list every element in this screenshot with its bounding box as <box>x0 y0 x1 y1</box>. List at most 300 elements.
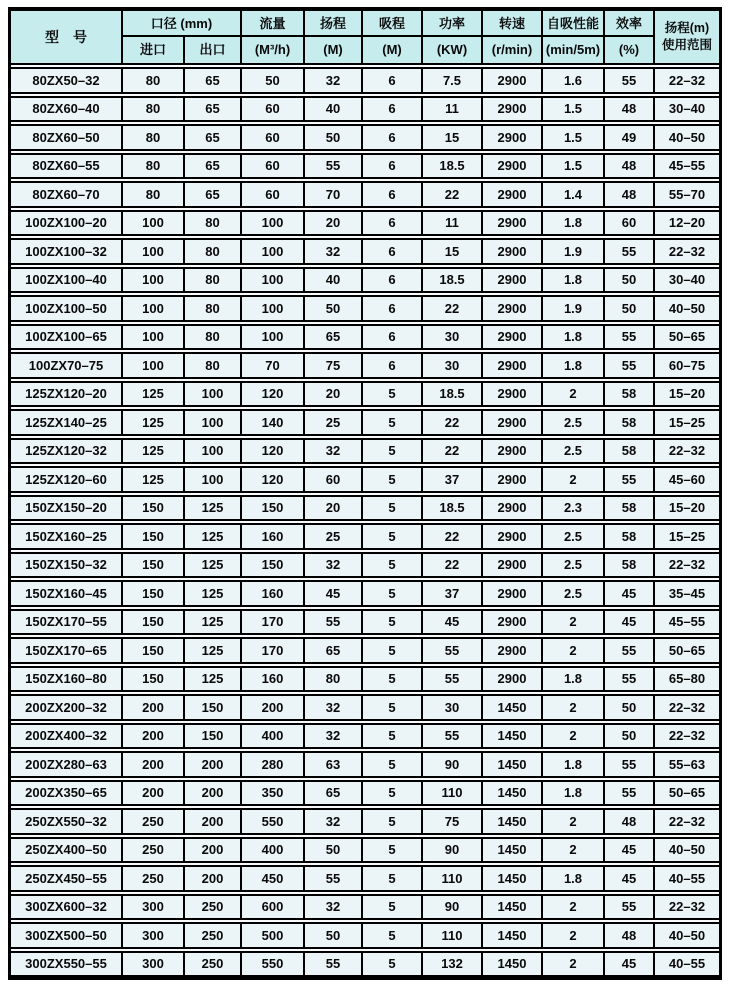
cell-speed: 1450 <box>483 839 543 862</box>
cell-head: 40 <box>305 269 363 292</box>
header-efficiency-label: 效率 <box>605 11 653 37</box>
header-self-priming-unit: (min/5m) <box>545 42 601 57</box>
cell-head: 20 <box>305 383 363 406</box>
cell-self-priming: 1.5 <box>543 126 605 149</box>
table-row <box>11 466 719 493</box>
cell-self-priming: 1.9 <box>543 240 605 263</box>
cell-suction: 5 <box>363 497 423 520</box>
cell-head-range: 40–55 <box>668 870 706 886</box>
cell-speed: 2900 <box>483 554 543 577</box>
cell-power: 37 <box>423 582 483 605</box>
cell-flow: 60 <box>242 155 305 178</box>
cell-head: 32 <box>305 440 363 463</box>
cell-outlet: 250 <box>185 924 242 947</box>
cell-efficiency: 58 <box>605 383 655 406</box>
cell-head: 50 <box>305 924 363 947</box>
cell-head-range: 30–40 <box>668 272 706 288</box>
cell-model: 80ZX60–55 <box>11 155 123 178</box>
cell-flow: 100 <box>242 269 305 292</box>
cell-power: 110 <box>423 782 483 805</box>
cell-suction: 5 <box>363 896 423 919</box>
cell-suction: 5 <box>363 639 423 662</box>
cell-head-range: 40–50 <box>668 927 706 943</box>
table-row <box>11 694 719 721</box>
header-power-label: 功率 <box>423 11 481 37</box>
cell-speed: 1450 <box>483 896 543 919</box>
cell-model: 200ZX400–32 <box>11 725 123 748</box>
cell-suction: 5 <box>363 611 423 634</box>
cell-inlet: 150 <box>123 639 185 662</box>
cell-power: 37 <box>423 468 483 491</box>
cell-head-range: 12–20 <box>668 215 706 231</box>
cell-self-priming: 1.9 <box>543 297 605 320</box>
cell-model: 125ZX140–25 <box>11 411 123 434</box>
cell-head: 50 <box>305 126 363 149</box>
table-row <box>11 352 719 379</box>
cell-head: 65 <box>305 639 363 662</box>
cell-outlet: 80 <box>185 212 242 235</box>
cell-speed: 1450 <box>483 725 543 748</box>
header-model: 型 号 <box>11 11 123 63</box>
cell-power: 22 <box>423 440 483 463</box>
cell-efficiency: 55 <box>605 639 655 662</box>
cell-model: 125ZX120–32 <box>11 440 123 463</box>
cell-outlet: 200 <box>185 867 242 890</box>
cell-head-range: 30–40 <box>668 101 706 117</box>
cell-head-range: 15–20 <box>668 500 706 516</box>
cell-inlet: 125 <box>123 411 185 434</box>
cell-flow: 120 <box>242 383 305 406</box>
cell-model: 150ZX150–32 <box>11 554 123 577</box>
cell-power: 11 <box>423 98 483 121</box>
cell-head: 20 <box>305 212 363 235</box>
cell-power: 22 <box>423 554 483 577</box>
cell-power: 75 <box>423 810 483 833</box>
cell-power: 22 <box>423 525 483 548</box>
cell-efficiency: 58 <box>605 411 655 434</box>
cell-outlet: 200 <box>185 839 242 862</box>
cell-outlet: 100 <box>185 383 242 406</box>
table-row <box>11 552 719 579</box>
cell-head: 65 <box>305 326 363 349</box>
cell-speed: 2900 <box>483 582 543 605</box>
cell-head: 70 <box>305 183 363 206</box>
cell-power: 11 <box>423 212 483 235</box>
cell-power: 55 <box>423 668 483 691</box>
cell-head: 32 <box>305 554 363 577</box>
cell-head-range: 40–50 <box>668 300 706 316</box>
cell-outlet: 65 <box>185 126 242 149</box>
cell-flow: 160 <box>242 582 305 605</box>
cell-model: 125ZX120–20 <box>11 383 123 406</box>
cell-efficiency: 48 <box>605 155 655 178</box>
cell-outlet: 125 <box>185 525 242 548</box>
header-efficiency-unit: (%) <box>618 42 640 57</box>
header-head-range-line2: 使用范围 <box>661 38 712 52</box>
cell-suction: 6 <box>363 98 423 121</box>
cell-inlet: 125 <box>123 440 185 463</box>
table-row <box>11 181 719 208</box>
table-row <box>11 666 719 693</box>
cell-inlet: 150 <box>123 611 185 634</box>
cell-suction: 5 <box>363 782 423 805</box>
cell-inlet: 100 <box>123 240 185 263</box>
cell-efficiency: 55 <box>605 782 655 805</box>
cell-inlet: 150 <box>123 554 185 577</box>
cell-speed: 2900 <box>483 383 543 406</box>
cell-suction: 5 <box>363 839 423 862</box>
cell-outlet: 65 <box>185 183 242 206</box>
cell-inlet: 150 <box>123 525 185 548</box>
cell-inlet: 300 <box>123 896 185 919</box>
cell-outlet: 125 <box>185 639 242 662</box>
cell-suction: 6 <box>363 69 423 92</box>
cell-head: 75 <box>305 354 363 377</box>
cell-outlet: 200 <box>185 753 242 776</box>
cell-outlet: 80 <box>185 240 242 263</box>
cell-self-priming: 2.3 <box>543 497 605 520</box>
cell-power: 30 <box>423 696 483 719</box>
cell-model: 100ZX100–65 <box>11 326 123 349</box>
cell-head-range: 22–32 <box>668 699 706 715</box>
cell-suction: 6 <box>363 183 423 206</box>
cell-self-priming: 2 <box>543 810 605 833</box>
cell-self-priming: 2.5 <box>543 440 605 463</box>
cell-suction: 5 <box>363 810 423 833</box>
cell-self-priming: 1.6 <box>543 69 605 92</box>
cell-head-range: 65–80 <box>668 671 706 687</box>
table-row <box>11 96 719 123</box>
cell-power: 7.5 <box>423 69 483 92</box>
cell-flow: 100 <box>242 297 305 320</box>
cell-self-priming: 1.8 <box>543 354 605 377</box>
header-head-range <box>655 11 719 63</box>
cell-outlet: 100 <box>185 411 242 434</box>
cell-model: 125ZX120–60 <box>11 468 123 491</box>
header-caliber-group <box>123 11 242 63</box>
cell-self-priming: 2.5 <box>543 411 605 434</box>
table-row <box>11 238 719 265</box>
cell-speed: 2900 <box>483 411 543 434</box>
cell-power: 30 <box>423 354 483 377</box>
table-row <box>11 409 719 436</box>
cell-head: 55 <box>305 953 363 976</box>
cell-suction: 5 <box>363 953 423 976</box>
cell-head-range: 22–32 <box>668 557 706 573</box>
cell-inlet: 250 <box>123 839 185 862</box>
cell-speed: 1450 <box>483 953 543 976</box>
table-row <box>11 609 719 636</box>
cell-flow: 100 <box>242 212 305 235</box>
cell-inlet: 300 <box>123 924 185 947</box>
cell-speed: 2900 <box>483 155 543 178</box>
cell-flow: 60 <box>242 126 305 149</box>
cell-self-priming: 2.5 <box>543 582 605 605</box>
cell-speed: 1450 <box>483 782 543 805</box>
cell-speed: 2900 <box>483 126 543 149</box>
cell-model: 150ZX170–65 <box>11 639 123 662</box>
cell-power: 132 <box>423 953 483 976</box>
cell-outlet: 100 <box>185 468 242 491</box>
cell-model: 300ZX600–32 <box>11 896 123 919</box>
cell-head-range: 22–32 <box>668 813 706 829</box>
cell-self-priming: 2 <box>543 924 605 947</box>
cell-efficiency: 58 <box>605 497 655 520</box>
cell-efficiency: 50 <box>605 297 655 320</box>
cell-head: 55 <box>305 611 363 634</box>
cell-power: 55 <box>423 725 483 748</box>
cell-inlet: 100 <box>123 297 185 320</box>
cell-efficiency: 48 <box>605 98 655 121</box>
cell-self-priming: 2 <box>543 611 605 634</box>
cell-model: 250ZX550–32 <box>11 810 123 833</box>
cell-inlet: 250 <box>123 810 185 833</box>
cell-head-range: 40–50 <box>668 842 706 858</box>
cell-suction: 5 <box>363 924 423 947</box>
cell-head: 65 <box>305 782 363 805</box>
table-row <box>11 324 719 351</box>
cell-suction: 5 <box>363 582 423 605</box>
header-head-range-line1: 扬程(m) <box>664 21 710 35</box>
cell-self-priming: 1.5 <box>543 98 605 121</box>
cell-efficiency: 45 <box>605 867 655 890</box>
cell-self-priming: 1.8 <box>543 668 605 691</box>
cell-model: 80ZX50–32 <box>11 69 123 92</box>
cell-self-priming: 2 <box>543 696 605 719</box>
cell-self-priming: 1.8 <box>543 212 605 235</box>
cell-head-range: 22–32 <box>668 728 706 744</box>
cell-model: 80ZX60–40 <box>11 98 123 121</box>
cell-efficiency: 55 <box>605 69 655 92</box>
cell-head-range: 45–55 <box>668 158 706 174</box>
cell-head: 32 <box>305 725 363 748</box>
cell-head-range: 45–60 <box>668 471 706 487</box>
cell-speed: 2900 <box>483 212 543 235</box>
table-row <box>11 210 719 237</box>
cell-suction: 5 <box>363 440 423 463</box>
cell-efficiency: 55 <box>605 668 655 691</box>
cell-model: 150ZX160–80 <box>11 668 123 691</box>
cell-inlet: 80 <box>123 126 185 149</box>
cell-speed: 2900 <box>483 668 543 691</box>
cell-inlet: 125 <box>123 468 185 491</box>
cell-model: 200ZX280–63 <box>11 753 123 776</box>
header-flow <box>242 11 305 63</box>
cell-inlet: 200 <box>123 725 185 748</box>
cell-efficiency: 58 <box>605 525 655 548</box>
cell-inlet: 125 <box>123 383 185 406</box>
table-row <box>11 67 719 94</box>
cell-power: 18.5 <box>423 383 483 406</box>
cell-efficiency: 50 <box>605 696 655 719</box>
cell-speed: 1450 <box>483 696 543 719</box>
cell-model: 150ZX170–55 <box>11 611 123 634</box>
cell-head-range: 50–65 <box>668 329 706 345</box>
cell-flow: 120 <box>242 468 305 491</box>
header-head <box>305 11 363 63</box>
cell-flow: 550 <box>242 810 305 833</box>
cell-speed: 2900 <box>483 297 543 320</box>
cell-head-range: 15–25 <box>668 414 706 430</box>
cell-flow: 150 <box>242 497 305 520</box>
cell-efficiency: 45 <box>605 582 655 605</box>
cell-head-range: 50–65 <box>668 642 706 658</box>
pump-spec-table <box>8 7 722 980</box>
cell-speed: 2900 <box>483 468 543 491</box>
cell-efficiency: 55 <box>605 896 655 919</box>
cell-head-range: 22–32 <box>668 899 706 915</box>
cell-flow: 100 <box>242 240 305 263</box>
table-row <box>11 637 719 664</box>
cell-efficiency: 48 <box>605 183 655 206</box>
table-row <box>11 495 719 522</box>
cell-model: 300ZX550–55 <box>11 953 123 976</box>
cell-speed: 2900 <box>483 440 543 463</box>
cell-head: 20 <box>305 497 363 520</box>
cell-speed: 2900 <box>483 183 543 206</box>
cell-suction: 5 <box>363 725 423 748</box>
cell-self-priming: 2.5 <box>543 525 605 548</box>
cell-outlet: 80 <box>185 269 242 292</box>
cell-head: 60 <box>305 468 363 491</box>
cell-speed: 2900 <box>483 497 543 520</box>
cell-flow: 350 <box>242 782 305 805</box>
cell-flow: 200 <box>242 696 305 719</box>
cell-efficiency: 49 <box>605 126 655 149</box>
cell-suction: 6 <box>363 126 423 149</box>
header-power <box>423 11 483 63</box>
cell-outlet: 125 <box>185 554 242 577</box>
cell-inlet: 80 <box>123 183 185 206</box>
cell-head-range: 50–65 <box>668 785 706 801</box>
cell-head-range: 45–55 <box>668 614 706 630</box>
cell-head-range: 15–25 <box>668 528 706 544</box>
cell-suction: 6 <box>363 155 423 178</box>
cell-model: 100ZX100–50 <box>11 297 123 320</box>
cell-self-priming: 1.8 <box>543 753 605 776</box>
cell-flow: 550 <box>242 953 305 976</box>
cell-head-range: 22–32 <box>668 443 706 459</box>
cell-inlet: 150 <box>123 497 185 520</box>
cell-flow: 50 <box>242 69 305 92</box>
cell-self-priming: 1.8 <box>543 326 605 349</box>
cell-power: 22 <box>423 297 483 320</box>
cell-head: 32 <box>305 69 363 92</box>
cell-suction: 6 <box>363 269 423 292</box>
cell-power: 18.5 <box>423 497 483 520</box>
cell-inlet: 80 <box>123 69 185 92</box>
cell-speed: 1450 <box>483 810 543 833</box>
cell-outlet: 125 <box>185 611 242 634</box>
cell-self-priming: 1.8 <box>543 269 605 292</box>
cell-outlet: 65 <box>185 155 242 178</box>
cell-speed: 2900 <box>483 98 543 121</box>
cell-efficiency: 58 <box>605 554 655 577</box>
cell-outlet: 80 <box>185 354 242 377</box>
cell-power: 18.5 <box>423 269 483 292</box>
cell-model: 300ZX500–50 <box>11 924 123 947</box>
cell-flow: 170 <box>242 611 305 634</box>
cell-head: 32 <box>305 810 363 833</box>
header-self-priming <box>543 11 605 63</box>
cell-efficiency: 50 <box>605 269 655 292</box>
cell-efficiency: 45 <box>605 953 655 976</box>
cell-self-priming: 1.5 <box>543 155 605 178</box>
cell-head: 55 <box>305 155 363 178</box>
cell-head-range: 60–75 <box>668 357 706 373</box>
table-row <box>11 865 719 892</box>
cell-flow: 150 <box>242 554 305 577</box>
header-head-label: 扬程 <box>305 11 361 37</box>
cell-model: 150ZX150–20 <box>11 497 123 520</box>
cell-model: 250ZX450–55 <box>11 867 123 890</box>
cell-flow: 400 <box>242 839 305 862</box>
cell-speed: 2900 <box>483 240 543 263</box>
cell-outlet: 125 <box>185 497 242 520</box>
cell-model: 100ZX100–20 <box>11 212 123 235</box>
cell-outlet: 200 <box>185 782 242 805</box>
cell-head: 25 <box>305 525 363 548</box>
table-body <box>11 67 719 977</box>
cell-flow: 60 <box>242 183 305 206</box>
cell-inlet: 80 <box>123 98 185 121</box>
cell-outlet: 250 <box>185 953 242 976</box>
table-row <box>11 808 719 835</box>
cell-flow: 100 <box>242 326 305 349</box>
table-row <box>11 922 719 949</box>
cell-efficiency: 55 <box>605 354 655 377</box>
cell-suction: 5 <box>363 696 423 719</box>
table-row <box>11 381 719 408</box>
header-suction <box>363 11 423 63</box>
cell-self-priming: 1.8 <box>543 782 605 805</box>
cell-speed: 2900 <box>483 611 543 634</box>
cell-head: 45 <box>305 582 363 605</box>
table-row <box>11 951 719 978</box>
cell-head-range: 40–55 <box>668 956 706 972</box>
cell-head-range: 22–32 <box>668 72 706 88</box>
cell-head: 32 <box>305 240 363 263</box>
cell-head: 50 <box>305 297 363 320</box>
cell-head: 40 <box>305 98 363 121</box>
table-row <box>11 580 719 607</box>
table-row <box>11 837 719 864</box>
cell-outlet: 125 <box>185 582 242 605</box>
cell-head: 50 <box>305 839 363 862</box>
header-caliber-label: 口径 (mm) <box>123 11 240 37</box>
cell-flow: 170 <box>242 639 305 662</box>
cell-model: 250ZX400–50 <box>11 839 123 862</box>
cell-head-range: 55–70 <box>668 186 706 202</box>
cell-outlet: 100 <box>185 440 242 463</box>
cell-self-priming: 2 <box>543 953 605 976</box>
header-self-priming-label: 自吸性能 <box>543 11 603 37</box>
cell-inlet: 200 <box>123 753 185 776</box>
cell-self-priming: 2 <box>543 639 605 662</box>
cell-head: 63 <box>305 753 363 776</box>
cell-efficiency: 58 <box>605 440 655 463</box>
cell-efficiency: 55 <box>605 753 655 776</box>
cell-speed: 2900 <box>483 69 543 92</box>
cell-suction: 5 <box>363 554 423 577</box>
cell-model: 100ZX100–40 <box>11 269 123 292</box>
cell-suction: 5 <box>363 867 423 890</box>
cell-model: 100ZX100–32 <box>11 240 123 263</box>
cell-suction: 6 <box>363 297 423 320</box>
table-row <box>11 438 719 465</box>
table-row <box>11 153 719 180</box>
cell-speed: 2900 <box>483 326 543 349</box>
